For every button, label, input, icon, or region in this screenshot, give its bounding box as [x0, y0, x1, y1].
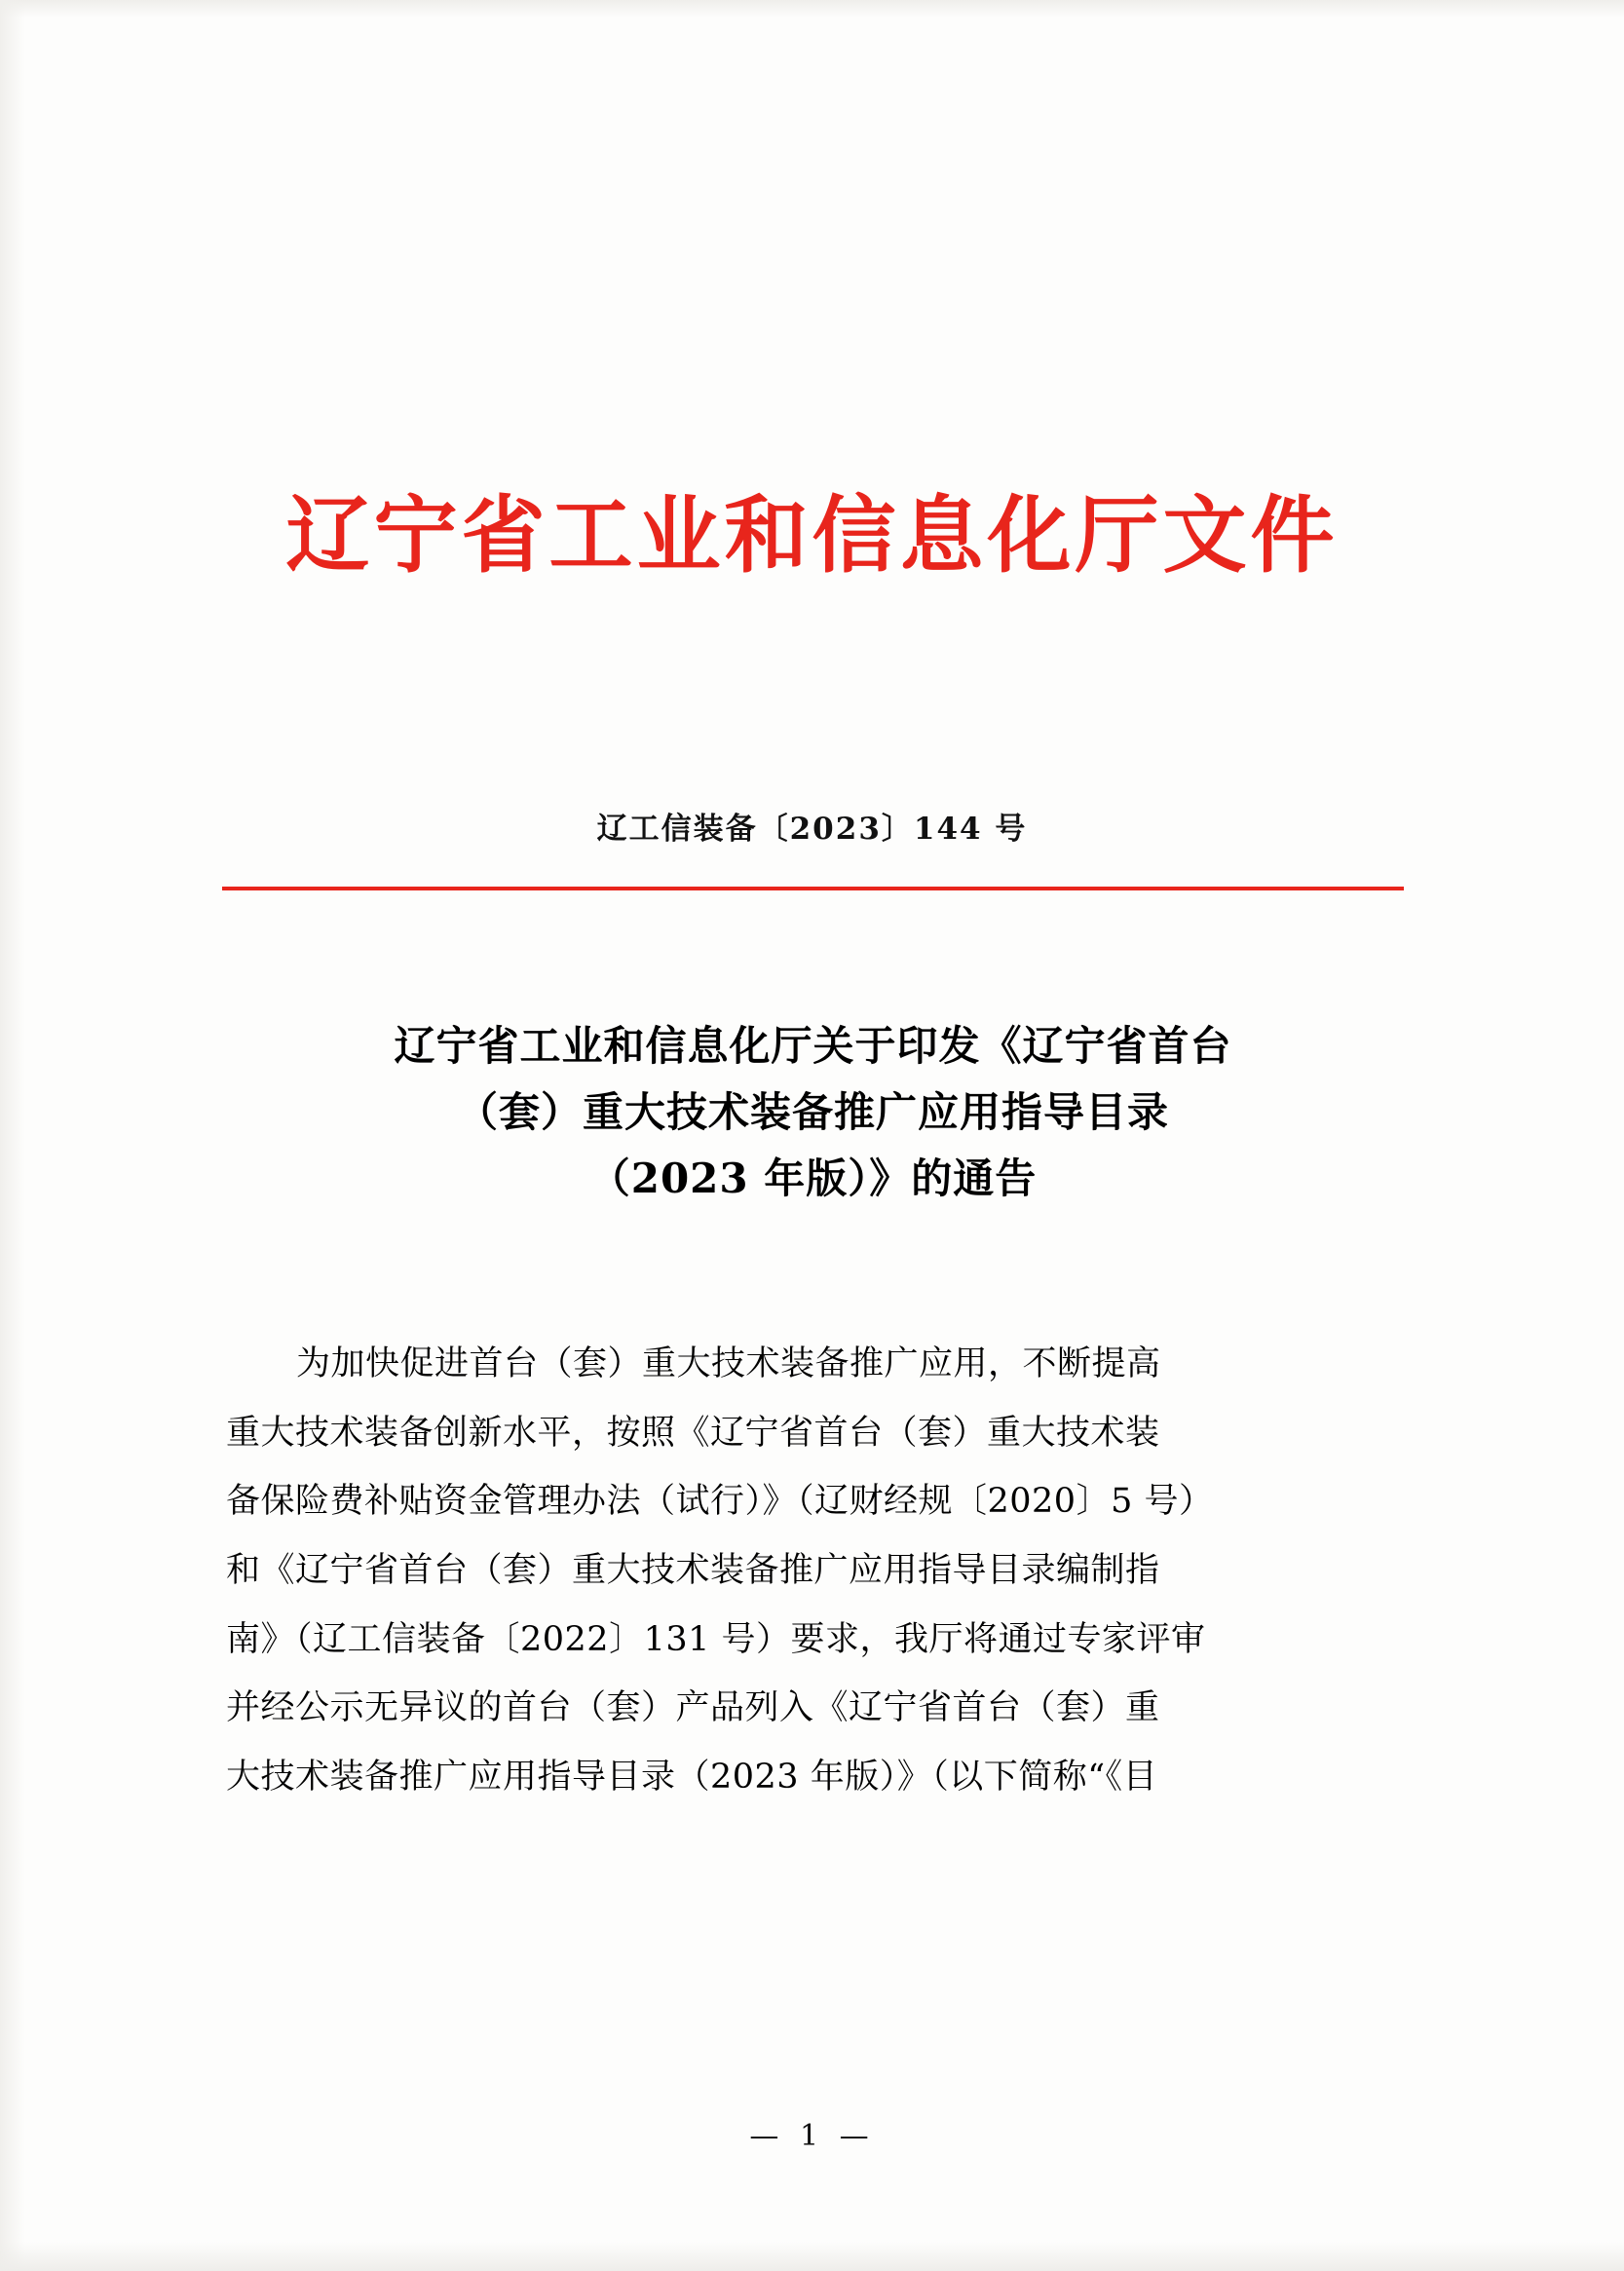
body-paragraph [226, 1330, 1400, 1812]
document-number: 辽工信装备〔2023〕144 号 [596, 812, 1028, 847]
body-line: 大技术装备推广应用指导目录（2023 年版）》（以下简称“《目 [226, 1758, 1158, 1798]
body-line: 并经公示无异议的首台（套）产品列入《辽宁省首台（套）重 [226, 1688, 1160, 1728]
document-body [226, 1330, 1400, 1812]
body-line: 为加快促进首台（套）重大技术装备推广应用，不断提高 [296, 1344, 1161, 1383]
document-title-line: 辽宁省工业和信息化厅关于印发《辽宁省首台 [394, 1022, 1232, 1070]
paper-edge-shade-top [0, 0, 1624, 18]
document-title-line: （套）重大技术装备推广应用指导目录 [456, 1088, 1169, 1137]
body-line: 南》（辽工信装备〔2022〕131 号）要求，我厅将通过专家评审 [226, 1619, 1206, 1659]
document-title [222, 1013, 1404, 1212]
document-title-line: （2023 年版）》的通告 [588, 1154, 1038, 1203]
paper-edge-shade-bottom [0, 2242, 1624, 2271]
document-masthead: 辽宁省工业和信息化厅文件 [285, 486, 1339, 585]
red-divider-rule [222, 887, 1404, 890]
body-line: 重大技术装备创新水平，按照《辽宁省首台（套）重大技术装 [226, 1413, 1160, 1453]
body-line: 备保险费补贴资金管理办法（试行）》（辽财经规〔2020〕5 号） [226, 1482, 1214, 1522]
paper-edge-shade-left [0, 0, 25, 2271]
body-line: 和《辽宁省首台（套）重大技术装备推广应用指导目录编制指 [226, 1551, 1160, 1591]
page-number: — 1 — [749, 2119, 875, 2153]
